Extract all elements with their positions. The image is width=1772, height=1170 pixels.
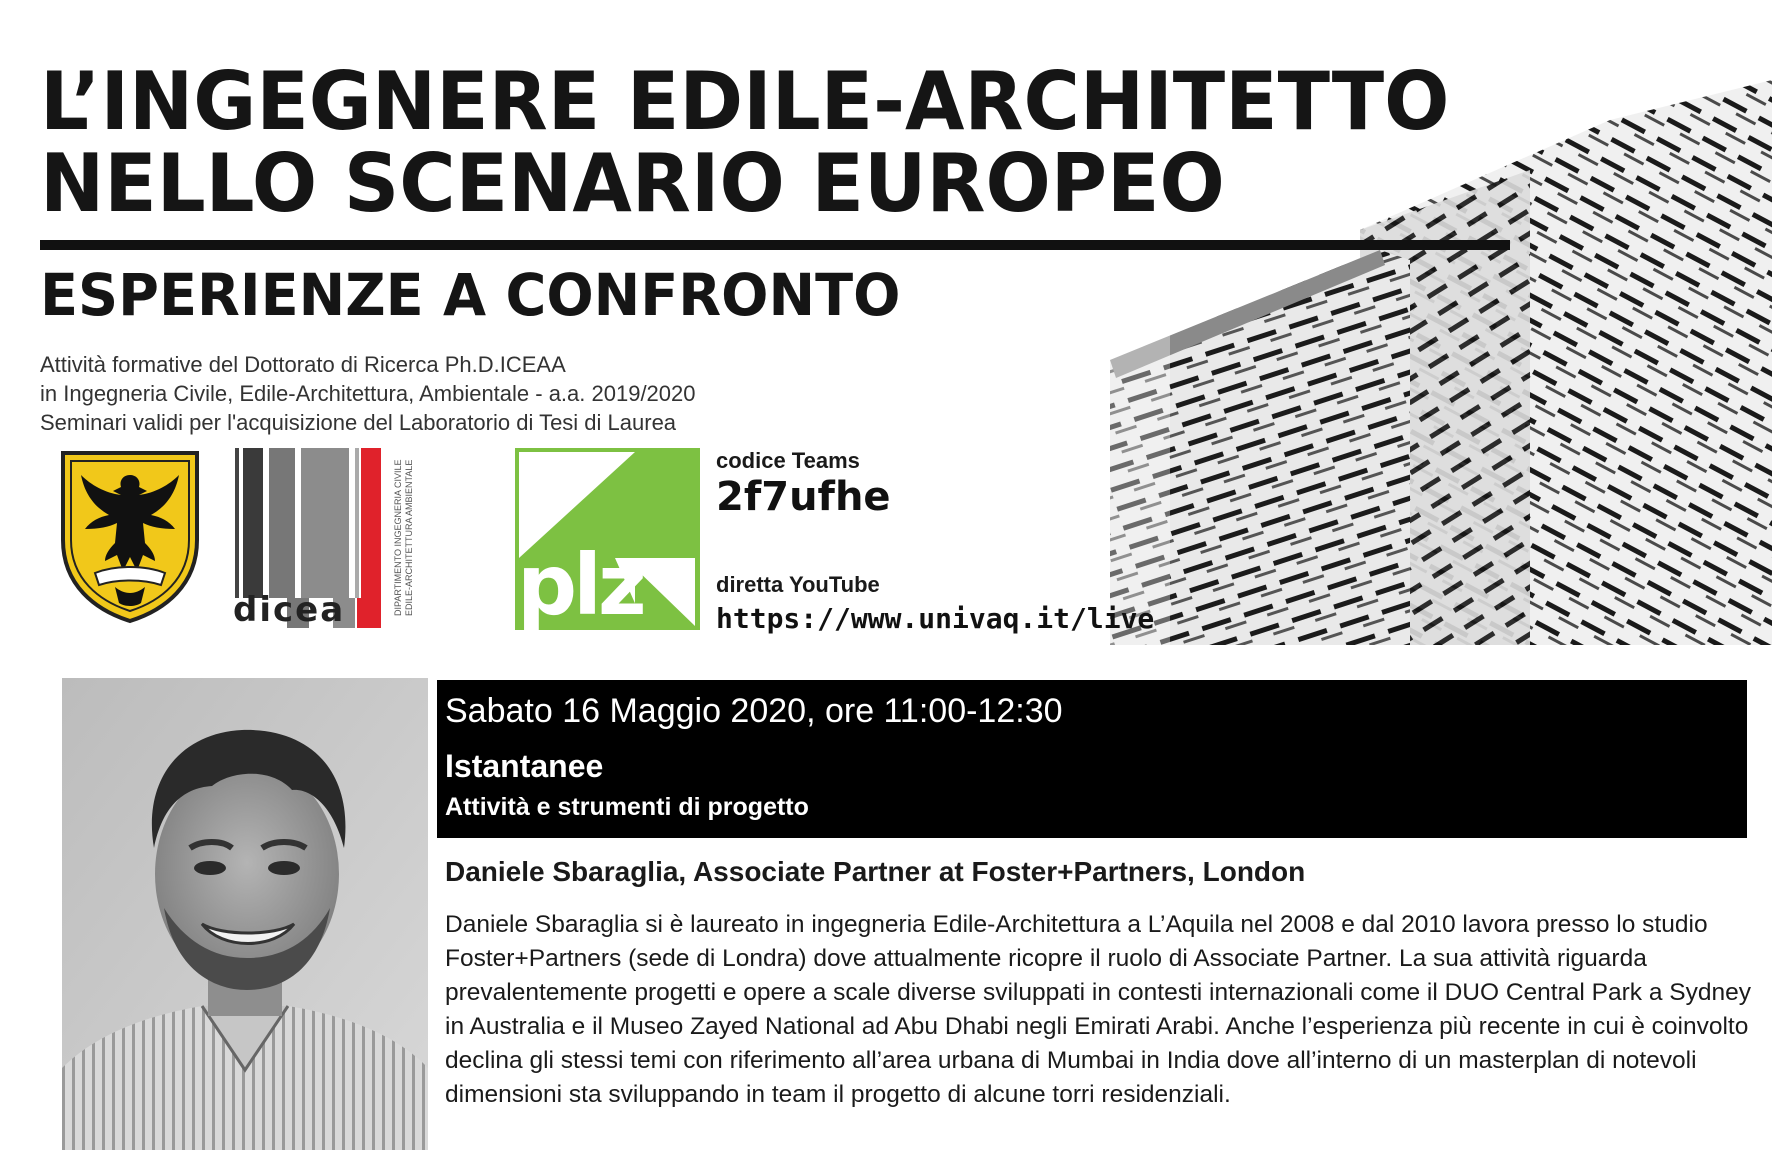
teams-code: 2f7ufhe [716,474,891,520]
speaker-bio: Daniele Sbaraglia si è laureato in ingegneria Edile-Architettura a L’Aquila nel 2008 e dal 2010 lavora presso lo studio Foster+Partners (sede di Londra) dove attualmente ricopre il ruolo di Associate Partner. La sua attività riguarda prevalentemente progetti e opere a scale diverse sviluppati in contesti internazionali come il DUO Central Park a Sydney in Australia e il Museo Zayed National ad Abu Dhabi negli Emirati Arabi. Anche l’esperienza più recente in cui è coinvolto declina gli stessi temi con riferimento all’area urbana di Mumbai in India dove all’interno di un masterplan di notevoli dimensioni sta sviluppando in team il progetto di alcune torri residenziali. [445,911,1751,1108]
event-subtitle: Attività e strumenti di progetto [445,793,809,821]
teams-label: codice Teams [716,448,860,473]
diceaa-letters: dicea [233,590,346,630]
speaker-name: Daniele Sbaraglia, Associate Partner at Foster+Partners, London [445,856,1306,887]
title-divider [40,240,1510,250]
plz-letters: plz [517,536,643,634]
speaker-portrait-photo [62,678,428,1150]
event-title: Istantanee [445,748,604,784]
description-line: Attività formative del Dottorato di Ricerca Ph.D.ICEAA [40,352,566,377]
description-line: Seminari validi per l'acquisizione del Laboratorio di Tesi di Laurea [40,410,677,435]
university-crest-logo [55,445,205,625]
youtube-live-link[interactable]: https://www.univaq.it/live [716,602,1155,635]
subtitle: ESPERIENZE A CONFRONTO [40,261,901,329]
event-datetime: Sabato 16 Maggio 2020, ore 11:00-12:30 [445,692,1063,730]
diceaa-vertical-text: DIPARTIMENTO INGEGNERIA CIVILE EDILE-ARCHITETTURA AMBIENTALE [393,459,414,616]
plz-logo [515,448,700,634]
main-title-line-2: NELLO SCENARIO EUROPEO [40,137,1225,230]
diceaa-department-logo [235,448,470,630]
description-line: in Ingegneria Civile, Edile-Architettura, Ambientale - a.a. 2019/2020 [40,381,696,406]
main-title-line-1: L’INGEGNERE EDILE-ARCHITETTO [40,55,1450,148]
youtube-label: diretta YouTube [716,572,880,597]
